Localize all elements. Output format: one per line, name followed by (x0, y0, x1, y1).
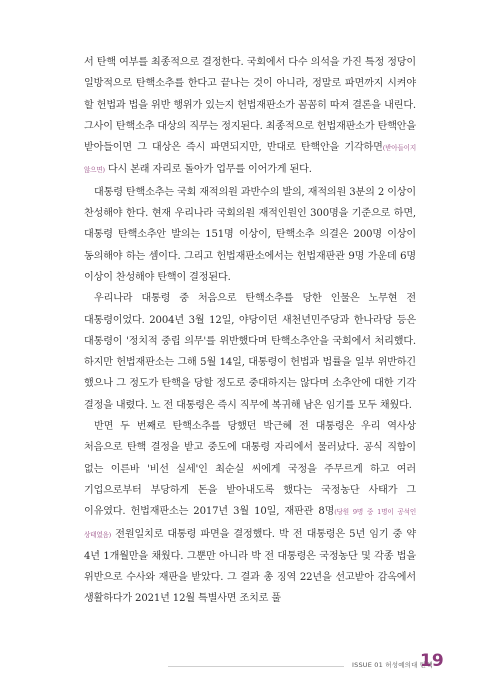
paragraph (84, 182, 416, 288)
page-number: 19 (420, 651, 444, 671)
inline-note: (당원 9명 중 1명이 공석인 상태였음) (84, 508, 416, 539)
footer-divider (168, 666, 344, 667)
body-text (84, 52, 416, 610)
paragraph-text: 반면 두 번째로 탄핵소추를 당했던 박근혜 전 대통령은 우리 역사상 처음으로 탄핵 결정을 받고 중도에 대통령 자리에서 물러났다. 공식 직함이 없는 이른바 '비선 실세'인 최순실 씨에게 국정을 주무르게 하고 여러 기업으로부터 부당하게 돈을 받아내도록 했다는 국정농단 사태가 그 이유였다. 헌법재판소는 2017년 3월 10일, 재판관 8명 (84, 421, 416, 518)
paragraph-text: 전원일치로 대통령 파면을 결정했다. 박 전 대통령은 5년 임기 중 약 4년 1개월만을 채웠다. 그뿐만 아니라 박 전 대통령은 국정농단 및 각종 법을 위반으로 수사와 재판을 받았다. 그 결과 총 징역 22년을 선고받아 감옥에서 생활하다가 2021년 12월 특별사면 조치로 풀 (84, 528, 416, 605)
paragraph (84, 52, 416, 182)
paragraph-text: 대통령 탄핵소추는 국회 재적의원 과반수의 발의, 재적의원 3분의 2 이상이 찬성해야 한다. 현재 우리나라 국회의원 재적인원인 300명을 기준으로 하면, 대통령 탄핵소추안 발의는 151명 이상이, 탄핵소추 의결은 200명 이상이 동의해야 하는 셈이다. 그리고 헌법재판소에서는 헌법재판관 9명 가운데 6명 이상이 찬성해야 탄핵이 결정된다. (84, 186, 416, 283)
inline-note: (받아들이지 않으면) (84, 144, 416, 175)
paragraph-text: 다시 본래 자리로 돌아가 업무를 이어가게 된다. (104, 164, 312, 176)
paragraph-text: 우리나라 대통령 중 처음으로 탄핵소추를 당한 인물은 노무현 전 대통령이었다. 2004년 3월 12일, 야당이던 새천년민주당과 한나라당 등은 대통령이 '정치적 중립 의무'를 위반했다며 탄핵소추안을 국회에서 처리했다. 하지만 헌법재판소는 그해 5월 14일, 대통령이 헌법과 법률을 일부 위반하긴 했으나 그 정도가 탄핵을 당할 정도로 중대하지는 않다며 소추안에 대한 기각 결정을 내렸다. 노 전 대통령은 즉시 직무에 복귀해 남은 임기를 모두 채웠다. (84, 293, 416, 411)
footer-section-label: ISSUE 01 허성예의대 탄핵 (352, 661, 433, 669)
paragraph (84, 416, 416, 610)
paragraph (84, 288, 416, 416)
paragraph-text: 서 탄핵 여부를 최종적으로 결정한다. 국회에서 다수 의석을 가진 특정 정당이 일방적으로 탄핵소추를 한다고 끝나는 것이 아니라, 정말로 파면까지 시켜야 할 헌법과 법을 위반 행위가 있는지 헌법재판소가 꼼꼼히 따져 결론을 내린다. 그사이 탄핵소추 대상의 직무는 정지된다. 최종적으로 헌법재판소가 탄핵안을 받아들이면 그 대상은 즉시 파면되지만, 반대로 탄핵안을 기각하면 (84, 57, 416, 154)
